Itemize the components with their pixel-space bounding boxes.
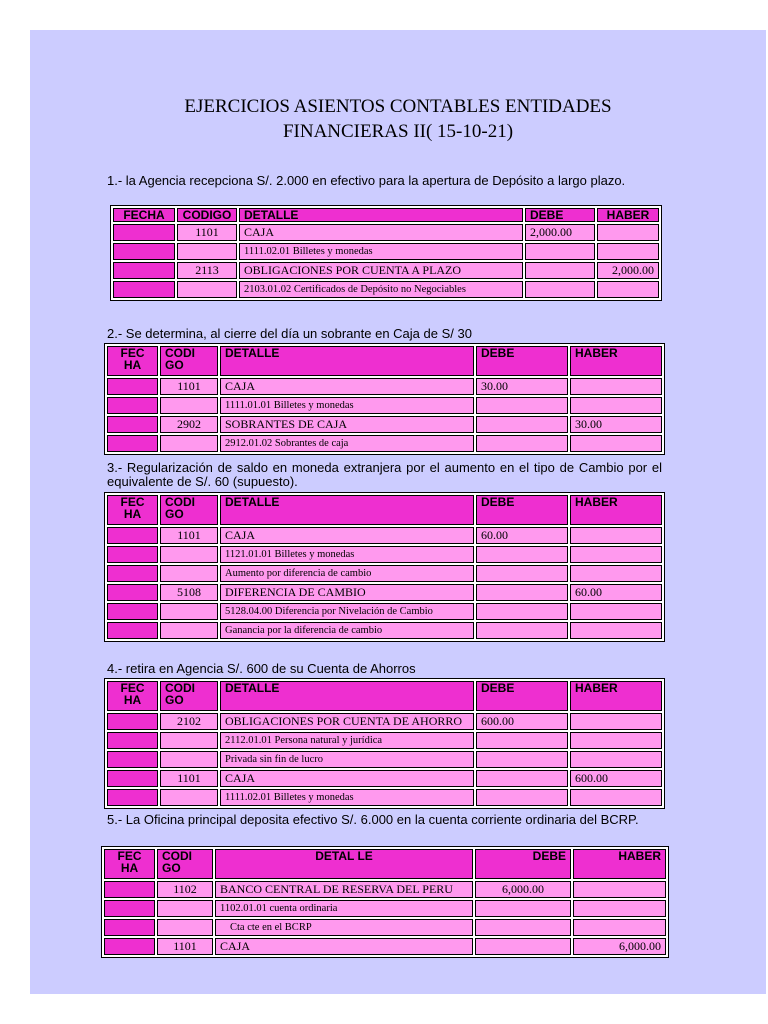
debe-cell: 60.00 bbox=[476, 527, 568, 544]
codigo-cell bbox=[160, 435, 218, 452]
debe-cell bbox=[476, 584, 568, 601]
codigo-cell bbox=[160, 622, 218, 639]
exercise-4-statement: 4.- retira en Agencia S/. 600 de su Cuenta de Ahorros bbox=[107, 661, 416, 676]
detalle-cell: 2103.01.02 Certificados de Depósito no Negociables bbox=[239, 281, 523, 298]
debe-cell bbox=[476, 751, 568, 768]
table-row bbox=[107, 378, 662, 395]
codigo-cell bbox=[160, 789, 218, 806]
fecha-cell bbox=[107, 397, 158, 414]
haber-cell bbox=[597, 281, 659, 298]
fecha-cell bbox=[113, 224, 175, 241]
header-detalle: DETALLE bbox=[220, 346, 474, 376]
table-row bbox=[107, 770, 662, 787]
detalle-cell: 2912.01.02 Sobrantes de caja bbox=[220, 435, 474, 452]
codigo-cell: 1101 bbox=[160, 527, 218, 544]
detalle-cell: BANCO CENTRAL DE RESERVA DEL PERU bbox=[215, 881, 473, 898]
table-row bbox=[107, 713, 662, 730]
header-fecha: FEC HA bbox=[107, 346, 158, 376]
exercise-1-statement: 1.- la Agencia recepciona S/. 2.000 en efectivo para la apertura de Depósito a largo plazo. bbox=[107, 173, 626, 188]
codigo-cell bbox=[157, 919, 213, 936]
detalle-cell: CAJA bbox=[220, 527, 474, 544]
table-row bbox=[107, 622, 662, 639]
haber-cell bbox=[570, 397, 662, 414]
debe-cell bbox=[476, 397, 568, 414]
codigo-cell: 2102 bbox=[160, 713, 218, 730]
haber-cell bbox=[570, 622, 662, 639]
header-detalle: DETALLE bbox=[239, 208, 523, 222]
fecha-cell bbox=[107, 565, 158, 582]
header-detalle: DETALLE bbox=[220, 495, 474, 525]
header-haber: HABER bbox=[570, 346, 662, 376]
debe-cell: 30.00 bbox=[476, 378, 568, 395]
haber-cell bbox=[570, 603, 662, 620]
detalle-cell: 5128.04.00 Diferencia por Nivelación de Cambio bbox=[220, 603, 474, 620]
codigo-cell: 5108 bbox=[160, 584, 218, 601]
fecha-cell bbox=[107, 603, 158, 620]
codigo-cell: 2902 bbox=[160, 416, 218, 433]
fecha-cell bbox=[107, 751, 158, 768]
codigo-cell bbox=[160, 565, 218, 582]
codigo-cell: 1101 bbox=[160, 378, 218, 395]
haber-cell bbox=[570, 713, 662, 730]
fecha-cell bbox=[107, 789, 158, 806]
haber-cell bbox=[570, 789, 662, 806]
detalle-cell: 1121.01.01 Billetes y monedas bbox=[220, 546, 474, 563]
table-row bbox=[107, 435, 662, 452]
table-row bbox=[113, 281, 659, 298]
fecha-cell bbox=[107, 732, 158, 749]
fecha-cell bbox=[113, 281, 175, 298]
debe-cell bbox=[476, 435, 568, 452]
fecha-cell bbox=[107, 584, 158, 601]
table-header-row bbox=[113, 208, 659, 222]
debe-cell bbox=[476, 546, 568, 563]
detalle-cell: Privada sin fin de lucro bbox=[220, 751, 474, 768]
table-row bbox=[104, 881, 666, 898]
header-haber: HABER bbox=[570, 681, 662, 711]
debe-cell: 600.00 bbox=[476, 713, 568, 730]
debe-cell bbox=[476, 603, 568, 620]
fecha-cell bbox=[104, 881, 155, 898]
exercise-5-statement: 5.- La Oficina principal deposita efectivo S/. 6.000 en la cuenta corriente ordinaria del BCRP. bbox=[107, 812, 639, 827]
codigo-cell: 1101 bbox=[160, 770, 218, 787]
codigo-cell bbox=[160, 732, 218, 749]
codigo-cell: 1102 bbox=[157, 881, 213, 898]
fecha-cell bbox=[107, 546, 158, 563]
haber-cell bbox=[570, 378, 662, 395]
document-title bbox=[30, 94, 766, 144]
haber-cell bbox=[570, 732, 662, 749]
table-row bbox=[107, 584, 662, 601]
table-header-row bbox=[107, 495, 662, 525]
haber-cell bbox=[570, 565, 662, 582]
fecha-cell bbox=[107, 713, 158, 730]
header-detalle: DETALLE bbox=[220, 681, 474, 711]
haber-cell bbox=[597, 243, 659, 260]
codigo-cell: 1101 bbox=[177, 224, 237, 241]
debe-cell bbox=[476, 622, 568, 639]
detalle-cell: CAJA bbox=[215, 938, 473, 955]
detalle-cell: OBLIGACIONES POR CUENTA A PLAZO bbox=[239, 262, 523, 279]
detalle-cell: CAJA bbox=[239, 224, 523, 241]
table-row bbox=[107, 751, 662, 768]
debe-cell bbox=[475, 900, 571, 917]
table-row bbox=[104, 919, 666, 936]
header-fecha: FEC HA bbox=[107, 681, 158, 711]
fecha-cell bbox=[104, 938, 155, 955]
haber-cell: 6,000.00 bbox=[573, 938, 666, 955]
exercise-2-table bbox=[104, 343, 665, 455]
header-fecha: FEC HA bbox=[104, 849, 155, 879]
haber-cell bbox=[573, 881, 666, 898]
haber-cell bbox=[597, 224, 659, 241]
fecha-cell bbox=[113, 243, 175, 260]
detalle-cell: OBLIGACIONES POR CUENTA DE AHORRO bbox=[220, 713, 474, 730]
title-line-1: EJERCICIOS ASIENTOS CONTABLES ENTIDADES bbox=[184, 96, 612, 117]
detalle-cell: Ganancia por la diferencia de cambio bbox=[220, 622, 474, 639]
header-fecha: FEC HA bbox=[107, 495, 158, 525]
table-row bbox=[107, 565, 662, 582]
codigo-cell: 2113 bbox=[177, 262, 237, 279]
header-codigo: CODI GO bbox=[160, 346, 218, 376]
exercise-5-table bbox=[101, 846, 669, 958]
fecha-cell bbox=[107, 378, 158, 395]
exercise-3-statement: 3.- Regularización de saldo en moneda extranjera por el aumento en el tipo de Cambio por el equivalente de S/. 60 (supuesto). bbox=[107, 460, 662, 489]
fecha-cell bbox=[107, 435, 158, 452]
table-row bbox=[107, 789, 662, 806]
haber-cell bbox=[570, 435, 662, 452]
debe-cell bbox=[476, 789, 568, 806]
debe-cell bbox=[476, 732, 568, 749]
detalle-cell: 2112.01.01 Persona natural y jurídica bbox=[220, 732, 474, 749]
debe-cell bbox=[476, 565, 568, 582]
codigo-cell: 1101 bbox=[157, 938, 213, 955]
haber-cell bbox=[573, 919, 666, 936]
codigo-cell bbox=[177, 243, 237, 260]
haber-cell bbox=[573, 900, 666, 917]
haber-cell: 60.00 bbox=[570, 584, 662, 601]
header-haber: HABER bbox=[573, 849, 666, 879]
table-row bbox=[104, 900, 666, 917]
table-row bbox=[113, 243, 659, 260]
detalle-cell: SOBRANTES DE CAJA bbox=[220, 416, 474, 433]
table-header-row bbox=[107, 346, 662, 376]
table-header-row bbox=[107, 681, 662, 711]
table-row bbox=[104, 938, 666, 955]
fecha-cell bbox=[104, 900, 155, 917]
header-codigo: CODI GO bbox=[160, 681, 218, 711]
exercise-3-table bbox=[104, 492, 665, 642]
header-debe: DEBE bbox=[476, 346, 568, 376]
header-haber: HABER bbox=[597, 208, 659, 222]
fecha-cell bbox=[107, 770, 158, 787]
header-detalle: DETAL LE bbox=[215, 849, 473, 879]
codigo-cell bbox=[160, 751, 218, 768]
debe-cell bbox=[525, 243, 595, 260]
fecha-cell bbox=[113, 262, 175, 279]
debe-cell bbox=[475, 938, 571, 955]
table-row bbox=[107, 603, 662, 620]
header-codigo: CODI GO bbox=[157, 849, 213, 879]
codigo-cell bbox=[177, 281, 237, 298]
exercise-2-statement: 2.- Se determina, al cierre del día un sobrante en Caja de S/ 30 bbox=[107, 326, 472, 341]
detalle-cell: Aumento por diferencia de cambio bbox=[220, 565, 474, 582]
document-page bbox=[30, 30, 766, 994]
haber-cell bbox=[570, 527, 662, 544]
debe-cell bbox=[476, 416, 568, 433]
header-codigo: CODIGO bbox=[177, 208, 237, 222]
header-fecha: FECHA bbox=[113, 208, 175, 222]
haber-cell: 2,000.00 bbox=[597, 262, 659, 279]
table-row bbox=[107, 397, 662, 414]
haber-cell bbox=[570, 546, 662, 563]
exercise-1-table bbox=[110, 205, 662, 301]
haber-cell: 30.00 bbox=[570, 416, 662, 433]
header-debe: DEBE bbox=[525, 208, 595, 222]
detalle-cell: DIFERENCIA DE CAMBIO bbox=[220, 584, 474, 601]
table-row bbox=[107, 546, 662, 563]
fecha-cell bbox=[104, 919, 155, 936]
debe-cell bbox=[476, 770, 568, 787]
table-row bbox=[107, 732, 662, 749]
codigo-cell bbox=[160, 546, 218, 563]
table-row bbox=[113, 224, 659, 241]
table-row bbox=[113, 262, 659, 279]
detalle-cell: 1111.02.01 Billetes y monedas bbox=[220, 789, 474, 806]
codigo-cell bbox=[160, 603, 218, 620]
fecha-cell bbox=[107, 527, 158, 544]
table-header-row bbox=[104, 849, 666, 879]
header-codigo: CODI GO bbox=[160, 495, 218, 525]
exercise-4-table bbox=[104, 678, 665, 809]
header-debe: DEBE bbox=[476, 495, 568, 525]
fecha-cell bbox=[107, 416, 158, 433]
debe-cell bbox=[475, 919, 571, 936]
debe-cell bbox=[525, 281, 595, 298]
detalle-cell: 1111.02.01 Billetes y monedas bbox=[239, 243, 523, 260]
codigo-cell bbox=[160, 397, 218, 414]
header-debe: DEBE bbox=[476, 681, 568, 711]
haber-cell bbox=[570, 751, 662, 768]
debe-cell bbox=[525, 262, 595, 279]
debe-cell: 6,000.00 bbox=[475, 881, 571, 898]
fecha-cell bbox=[107, 622, 158, 639]
codigo-cell bbox=[157, 900, 213, 917]
detalle-cell: 1111.01.01 Billetes y monedas bbox=[220, 397, 474, 414]
table-row bbox=[107, 527, 662, 544]
header-haber: HABER bbox=[570, 495, 662, 525]
haber-cell: 600.00 bbox=[570, 770, 662, 787]
title-line-2: FINANCIERAS II( 15-10-21) bbox=[282, 121, 514, 142]
table-row bbox=[107, 416, 662, 433]
debe-cell: 2,000.00 bbox=[525, 224, 595, 241]
header-debe: DEBE bbox=[475, 849, 571, 879]
detalle-cell: 1102.01.01 cuenta ordinaria bbox=[215, 900, 473, 917]
detalle-cell: Cta cte en el BCRP bbox=[215, 919, 473, 936]
detalle-cell: CAJA bbox=[220, 770, 474, 787]
detalle-cell: CAJA bbox=[220, 378, 474, 395]
